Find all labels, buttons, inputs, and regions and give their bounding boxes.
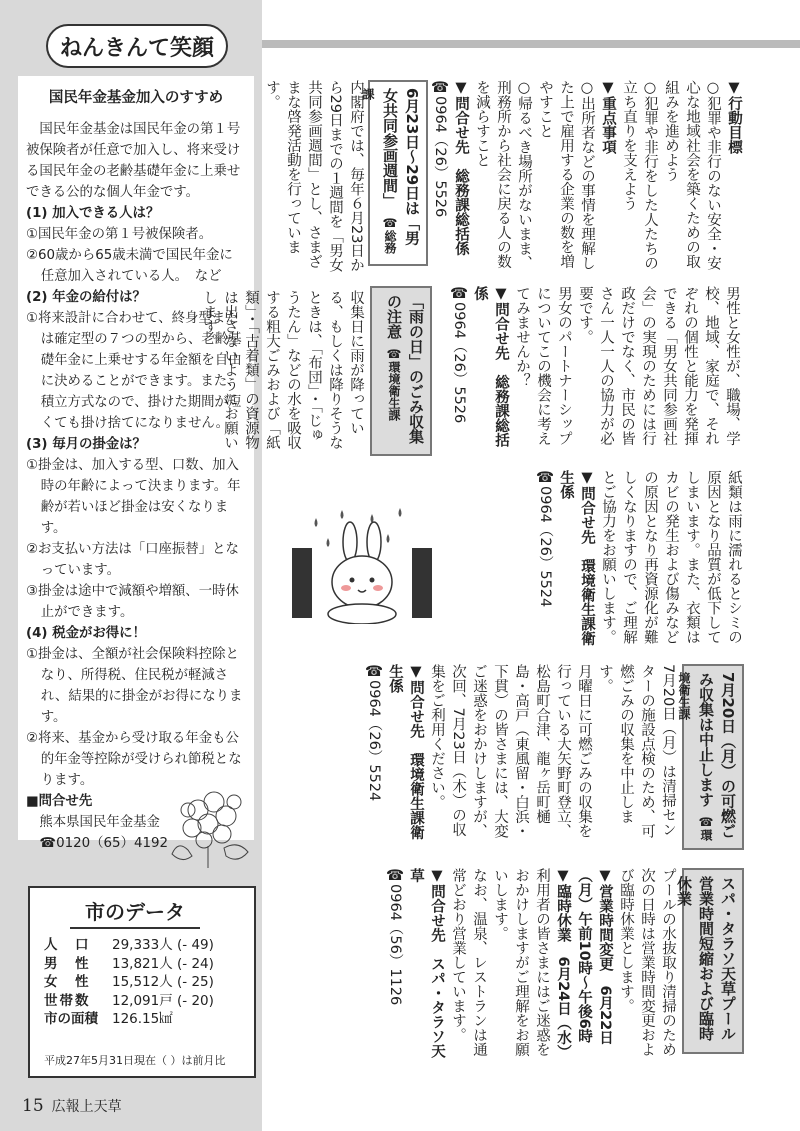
publication-name: 広報上天草 bbox=[51, 1099, 122, 1115]
garbage-suspension-heading bbox=[677, 664, 744, 850]
dept-label: ☎環境衛生課 bbox=[387, 347, 401, 421]
contact-line: ▼問合せ先 スパ・タラソ天草 bbox=[408, 868, 445, 1058]
row-label: 男 性 bbox=[44, 955, 91, 972]
row-value: 15,512人 (- 25) bbox=[112, 974, 214, 990]
hydrangea-illustration bbox=[168, 780, 254, 870]
rainy-day-body-a bbox=[201, 290, 366, 456]
pension-title: 国民年金基金加入のすすめ bbox=[48, 90, 224, 106]
list-item: ③掛金は途中で減額や増額、一時休止ができます。 bbox=[26, 584, 239, 620]
heading-text: 6月23日〜29日は「男女共同参画週間」 bbox=[381, 88, 421, 246]
list-item: ①掛金は、全額が社会保険料控除となり、所得税、住民税が軽減され、結果的に掛金がお得になります。 bbox=[26, 647, 243, 725]
list-item: ①掛金は、加入する型、口数、加入時の年齢によって決まります。年齢が若いほど掛金は安くなります。 bbox=[26, 458, 241, 536]
dept-label: ☎総務課 bbox=[361, 88, 397, 254]
rainy-day-body-b bbox=[454, 470, 744, 654]
city-data-table bbox=[44, 936, 252, 1029]
row-label: 女 性 bbox=[44, 974, 91, 990]
list-item: ②60歳から65歳未満で国民年金に任意加入されている人。 など bbox=[26, 248, 233, 284]
city-data-box bbox=[28, 886, 256, 1078]
gender-week-heading bbox=[361, 80, 428, 266]
gender-week-body-b bbox=[451, 286, 742, 456]
closure-line: ▼臨時休業 6月24日（水） bbox=[555, 868, 571, 1060]
paragraph: 男女のパートナーシップについてこの機会に考えてみませんか？ bbox=[514, 286, 572, 446]
paragraph: 収集日に雨が降っている、もしくは降りそうなときは、「布団」・「じゅうたん」などの水を吸収する粗大ごみおよび「紙類」・「古着類」の資源物は出さないようにお願いします。 bbox=[201, 290, 364, 450]
pension-panel bbox=[18, 76, 254, 851]
contact-tel: ☎0964（26）5524 bbox=[366, 664, 382, 802]
table-row bbox=[44, 955, 252, 974]
top-rule bbox=[262, 40, 800, 48]
gender-week-body-a bbox=[264, 80, 366, 274]
list-item: ①国民年金の第１号被保険者。 bbox=[26, 227, 213, 242]
list-item: ②将来、基金から受け取る年金も公的年金等控除が受けられ節税となります。 bbox=[26, 731, 242, 788]
list-item: ○出所者などの事情を理解した上で雇用する企業の数を増やすこと bbox=[537, 80, 595, 270]
spa-heading bbox=[675, 868, 744, 1054]
contact-line: ▼問合せ先 環境衛生課衛生係 bbox=[387, 664, 424, 840]
logo-title: ねんきんて笑顔 bbox=[59, 35, 214, 61]
list-item: ○犯罪や非行をした人たちの立ち直りを支えよう bbox=[621, 80, 658, 270]
contact-line: ▼問合せ先 環境衛生課衛生係 bbox=[558, 470, 595, 646]
contact-line: ▼問合せ先 総務課総括係 bbox=[453, 80, 469, 256]
paragraph: 紙類は雨に濡れるとシミの原因となり品質が低下してしまいます。また、衣類はカビの発生および傷みなどの原因となり再資源化が難しくなりますので、ご理解とご協力をお願いします。 bbox=[600, 470, 742, 644]
list-item: ①将来設計に合わせて、終身型または確定型の７つの型から、老齢基礎年金に上乗せする年金額を自由に決めることができます。また、積立方式なので、掛けた期間が短くても掛け捨てになりません。 bbox=[26, 311, 242, 431]
page-footer bbox=[22, 1096, 122, 1116]
paragraph: プールの水抜取り清掃のため次の日時は営業時間変更および臨時休業とします。 bbox=[618, 868, 676, 1057]
contact-tel: ☎0964（26）5524 bbox=[537, 470, 553, 608]
dept-label: ☎環境衛生課 bbox=[677, 672, 713, 841]
rainy-day-heading bbox=[370, 286, 432, 456]
paragraph: 内閣府では、毎年６月23日から29日までの１週間を「男女共同参画週間」とし、さまざまな啓発活動を行っています。 bbox=[264, 80, 364, 273]
table-row bbox=[44, 992, 252, 1011]
row-value: 29,333人 (- 49) bbox=[112, 937, 214, 953]
hours-change-line: ▼営業時間変更 6月22日（月）午前10時〜午後6時 bbox=[576, 868, 613, 1045]
list-item: ○犯罪や非行のない安全・安心な地域社会を築くための取組みを進めよう bbox=[663, 80, 721, 270]
paragraph: 男性と女性が、職場、学校、地域、家庭で、それぞれの個性と能力を発揮できる「男女共同参画社会」の実現のためには行政だけでなく、市民の皆さん一人一人の協力が必要です。 bbox=[577, 286, 740, 446]
row-value: 126.15㎢ bbox=[112, 1011, 173, 1027]
table-row bbox=[44, 1010, 252, 1029]
column-logo bbox=[46, 24, 228, 68]
garbage-suspension-body bbox=[348, 664, 678, 850]
row-value: 13,821人 (- 24) bbox=[112, 955, 214, 972]
heading-text: 「雨の日」のごみ収集の注意 bbox=[385, 294, 425, 444]
section-heading: (3) 毎月の掛金は？ bbox=[26, 437, 146, 452]
contact-line: ▼問合せ先 総務課総括係 bbox=[472, 286, 509, 447]
city-data-title: 市のデータ bbox=[70, 896, 200, 929]
list-item: ○帰るべき場所がないまま、刑務所から社会に戻る人の数を減らすこと bbox=[474, 80, 532, 270]
paragraph: なお、温泉、レストランは通常どおり営業しています。 bbox=[450, 868, 487, 1057]
table-row bbox=[44, 936, 252, 955]
contact-org: 熊本県国民年金基金 bbox=[39, 815, 160, 830]
paragraph: 利用者の皆さまにはご迷惑をおかけしますがご理解をお願いします。 bbox=[492, 868, 550, 1057]
city-data-note: 平成27年5月31日現在（ ）は前月比 bbox=[44, 1054, 226, 1067]
list-item: ②お支払い方法は「口座振替」となっています。 bbox=[26, 542, 239, 578]
row-label: 人 口 bbox=[44, 937, 91, 953]
pension-intro: 国民年金基金は国民年金の第１号被保険者が任意で加入し、将来受ける国民年金の老齢基礎年金に上乗せできる公的な個人年金です。 bbox=[26, 122, 241, 200]
paragraph: 月曜日に可燃ごみの収集を行っている大矢野町登立、松島町合津、龍ヶ岳町樋島・高戸（東風留・白浜・下貫）の皆さまには、大変ご迷惑をおかけしますが、次回、7月23日（木）の収集をご利用ください。 bbox=[429, 664, 592, 838]
table-row bbox=[44, 973, 252, 992]
section-heading: (4) 税金がお得に！ bbox=[26, 626, 146, 641]
contact-label: ■問合せ先 bbox=[26, 794, 93, 809]
row-value: 12,091戸 (- 20) bbox=[112, 992, 214, 1009]
contact-tel: ☎0964（26）5526 bbox=[432, 80, 448, 218]
heading-text: 7月20日（月）の可燃ごみ収集は中止します bbox=[697, 672, 737, 839]
rabbit-umbrella-illustration bbox=[292, 508, 432, 624]
subheading: ▼行動目標 bbox=[726, 80, 742, 154]
section-heading: (1) 加入できる人は？ bbox=[26, 206, 160, 221]
heading-text: スパ・タラソ天草プール営業時間短縮および臨時休業 bbox=[675, 876, 737, 1041]
contact-tel: ☎0120（65）4192 bbox=[39, 836, 169, 851]
paragraph: 7月20日（月）は清掃センターの施設点検のため、可燃ごみの収集を中止します。 bbox=[597, 664, 676, 838]
section-heading: (2) 年金の給付は？ bbox=[26, 290, 146, 305]
contact-tel: ☎0964（26）5526 bbox=[451, 286, 467, 424]
spa-body bbox=[348, 868, 678, 1068]
row-label: 市の面積 bbox=[44, 1011, 98, 1027]
page-number: 15 bbox=[22, 1096, 44, 1116]
action-goals-text bbox=[432, 80, 744, 280]
subheading: ▼重点事項 bbox=[600, 80, 616, 154]
row-label: 世帯数 bbox=[44, 992, 91, 1009]
contact-tel: ☎0964（56）1126 bbox=[387, 868, 403, 1006]
